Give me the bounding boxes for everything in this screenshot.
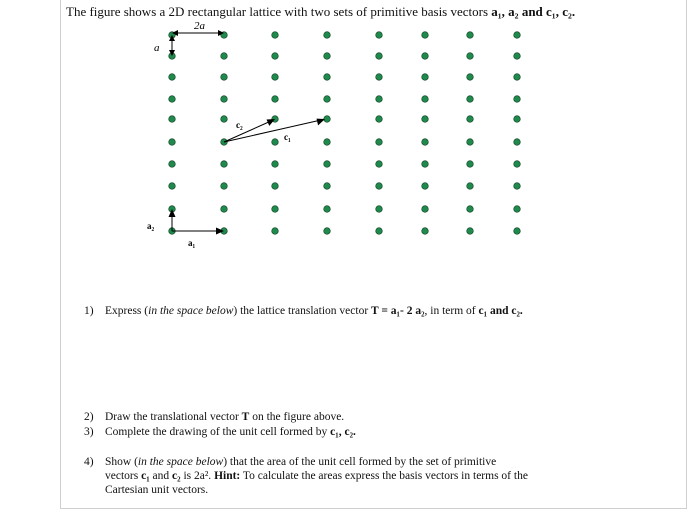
lattice-dot <box>422 53 429 60</box>
lattice-dots <box>169 32 521 235</box>
vector-c2 <box>224 121 271 142</box>
question-4-text-c: vectors <box>105 470 142 482</box>
question-1-vectors: c₁ and c₂. <box>478 305 523 317</box>
question-1 <box>84 304 523 318</box>
lattice-dot <box>467 228 474 235</box>
lattice-dot <box>169 96 176 103</box>
lattice-dot <box>514 74 521 81</box>
label-c1: c₁ <box>284 132 291 142</box>
lattice-dot <box>324 32 331 39</box>
question-2-bold: T <box>241 411 250 423</box>
lattice-dot <box>422 183 429 190</box>
lattice-dot <box>324 74 331 81</box>
lattice-dot <box>422 96 429 103</box>
lattice-dot <box>422 228 429 235</box>
lattice-dot <box>422 139 429 146</box>
lattice-dot <box>169 116 176 123</box>
lattice-dot <box>221 96 228 103</box>
lattice-dot <box>324 183 331 190</box>
question-4-line-3: Cartesian unit vectors. <box>105 484 209 496</box>
lattice-dot <box>272 139 279 146</box>
lattice-dot <box>324 228 331 235</box>
lattice-dot <box>221 74 228 81</box>
lattice-dot <box>514 139 521 146</box>
question-2 <box>84 410 344 424</box>
arrowhead-c1 <box>317 119 326 126</box>
intro-prefix: The figure shows a 2D rectangular lattice with two sets of primitive basis vectors <box>66 4 492 19</box>
question-2-number: 2) <box>84 411 94 423</box>
lattice-dot <box>324 96 331 103</box>
lattice-dot <box>467 96 474 103</box>
lattice-dot <box>422 74 429 81</box>
question-1-expression: T = a₁- 2 a₂ <box>371 305 425 317</box>
question-3-text: Complete the drawing of the unit cell formed by <box>105 426 331 438</box>
lattice-dot <box>376 183 383 190</box>
lattice-dot <box>272 161 279 168</box>
lattice-dot <box>376 161 383 168</box>
question-4 <box>84 455 604 497</box>
question-1-italic: in the space below <box>148 305 234 317</box>
lattice-dot <box>324 53 331 60</box>
question-4-number: 4) <box>84 456 94 468</box>
label-2a: 2a <box>194 20 205 32</box>
lattice-dot <box>467 53 474 60</box>
lattice-dot <box>467 74 474 81</box>
question-3-bold: c₁, c₂. <box>330 426 356 438</box>
question-1-text-c: , in term of <box>424 305 479 317</box>
lattice-dot <box>324 206 331 213</box>
question-4-line-2 <box>84 469 604 483</box>
lattice-dot <box>514 53 521 60</box>
question-3 <box>84 425 356 439</box>
lattice-dot <box>169 74 176 81</box>
lattice-dot <box>514 32 521 39</box>
label-a1: a₁ <box>188 238 196 248</box>
lattice-dot <box>467 32 474 39</box>
lattice-dot <box>272 183 279 190</box>
lattice-dot <box>514 116 521 123</box>
lattice-dot <box>422 32 429 39</box>
lattice-dot <box>272 32 279 39</box>
lattice-dot <box>169 161 176 168</box>
lattice-dot <box>422 161 429 168</box>
lattice-dot <box>376 206 383 213</box>
lattice-dot <box>467 139 474 146</box>
lattice-dot <box>514 228 521 235</box>
lattice-dot <box>169 139 176 146</box>
lattice-dot <box>514 96 521 103</box>
lattice-dot <box>169 183 176 190</box>
lattice-dot <box>272 206 279 213</box>
lattice-dot <box>272 96 279 103</box>
lattice-dot <box>422 206 429 213</box>
lattice-dot <box>324 139 331 146</box>
lattice-dot <box>514 161 521 168</box>
label-a2: a₂ <box>147 221 155 231</box>
question-4-text-b: ) that the area of the unit cell formed by the set of primitive <box>223 456 497 468</box>
lattice-dot <box>514 206 521 213</box>
lattice-dot <box>272 228 279 235</box>
question-1-text-a: Express ( <box>105 305 149 317</box>
lattice-dot <box>514 183 521 190</box>
question-4-text-f: To calculate the areas express the basis vectors in terms of the <box>240 470 528 482</box>
lattice-dot <box>376 74 383 81</box>
lattice-dot <box>221 53 228 60</box>
lattice-dot <box>272 53 279 60</box>
lattice-dot <box>221 206 228 213</box>
lattice-dot <box>324 161 331 168</box>
lattice-dot <box>376 96 383 103</box>
lattice-dot <box>221 161 228 168</box>
lattice-dot <box>376 53 383 60</box>
intro-vectors: a₁, a₂ and c₁, c₂. <box>491 4 576 19</box>
label-a: a <box>154 42 160 54</box>
question-2-text-a: Draw the translational vector <box>105 411 242 423</box>
lattice-dot <box>467 161 474 168</box>
lattice-dot <box>467 116 474 123</box>
lattice-dot <box>221 116 228 123</box>
question-1-text-b: ) the lattice translation vector <box>233 305 372 317</box>
lattice-dot <box>467 183 474 190</box>
question-4-bold-c1: c₁ <box>141 470 150 482</box>
label-c2: c₂ <box>236 120 243 130</box>
question-4-text-e: is 2a². <box>180 470 215 482</box>
question-3-number: 3) <box>84 426 94 438</box>
lattice-dot <box>376 32 383 39</box>
lattice-dot <box>221 183 228 190</box>
question-4-bold-c2: c₂ <box>172 470 181 482</box>
question-4-italic: in the space below <box>137 456 224 468</box>
lattice-dot <box>422 116 429 123</box>
question-4-text-a: Show ( <box>105 456 138 468</box>
lattice-dot <box>376 139 383 146</box>
question-1-number: 1) <box>84 305 94 317</box>
question-4-text-d: and <box>149 470 173 482</box>
question-2-text-b: on the figure above. <box>249 411 345 423</box>
lattice-dot <box>467 206 474 213</box>
lattice-dot <box>272 74 279 81</box>
lattice-dot <box>376 116 383 123</box>
lattice-dot <box>376 228 383 235</box>
question-4-hint: Hint: <box>214 470 241 482</box>
